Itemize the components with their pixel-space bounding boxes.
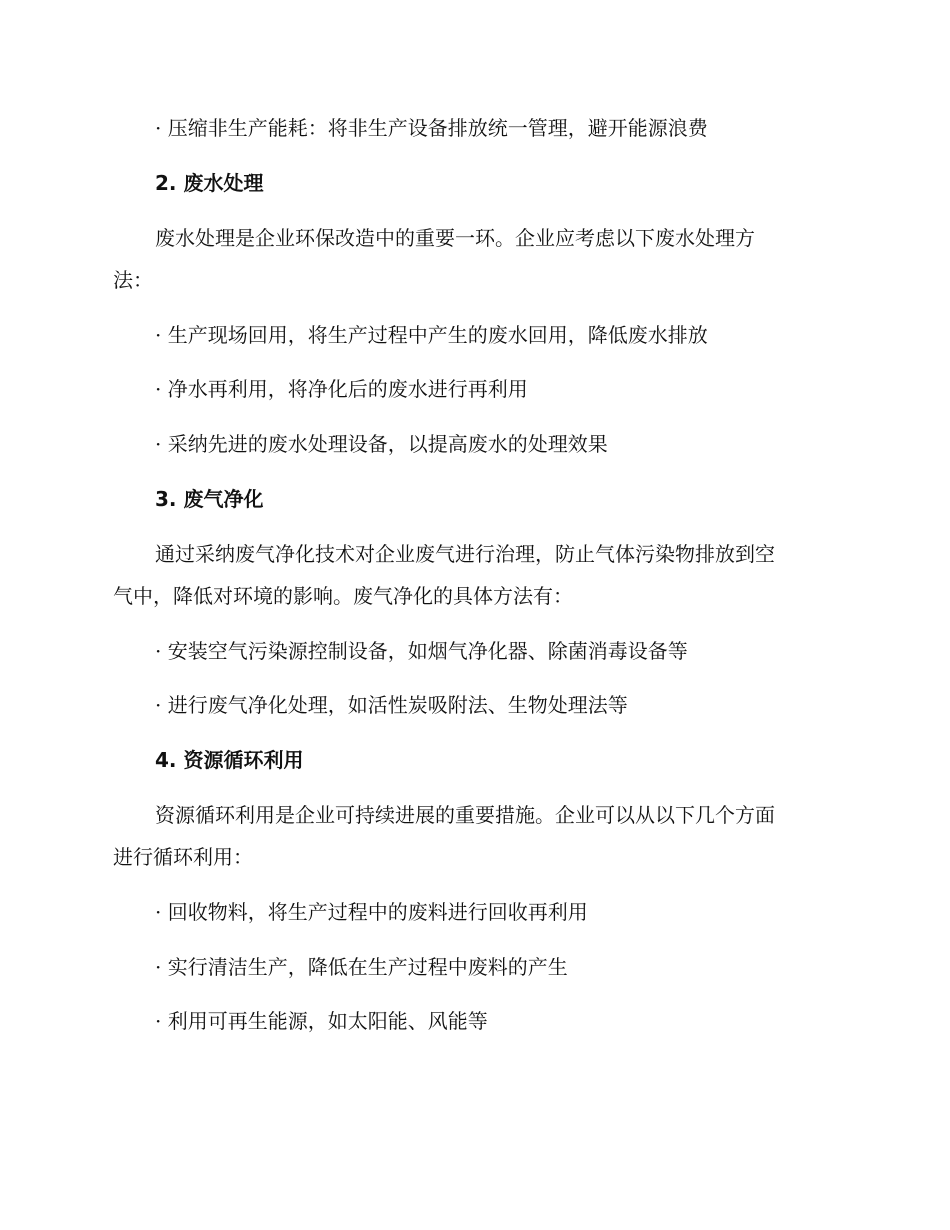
list-item: · 利用可再生能源，如太阳能、风能等 (155, 1009, 488, 1033)
paragraph-line: 通过采纳废气净化技术对企业废气进行治理，防止气体污染物排放到空 (155, 542, 775, 566)
paragraph-line: 进行循环利用： (113, 845, 253, 869)
paragraph-line: 法： (113, 268, 153, 292)
section-heading-wastewater: 2. 废水处理 (155, 171, 264, 195)
list-item: · 实行清洁生产，降低在生产过程中废料的产生 (155, 955, 568, 979)
paragraph-line: 废水处理是企业环保改造中的重要一环。企业应考虑以下废水处理方 (155, 226, 755, 250)
paragraph-line: 气中，降低对环境的影响。废气净化的具体方法有： (113, 584, 573, 608)
paragraph-line: 资源循环利用是企业可持续进展的重要措施。企业可以从以下几个方面 (155, 803, 775, 827)
list-item: · 采纳先进的废水处理设备，以提高废水的处理效果 (155, 432, 608, 456)
list-item: · 安装空气污染源控制设备，如烟气净化器、除菌消毒设备等 (155, 639, 688, 663)
list-item: · 回收物料，将生产过程中的废料进行回收再利用 (155, 900, 588, 924)
section-heading-exhaust: 3. 废气净化 (155, 487, 264, 511)
list-item: · 生产现场回用，将生产过程中产生的废水回用，降低废水排放 (155, 323, 708, 347)
section-heading-recycling: 4. 资源循环利用 (155, 748, 304, 772)
list-item: · 进行废气净化处理，如活性炭吸附法、生物处理法等 (155, 693, 628, 717)
list-item: · 净水再利用，将净化后的废水进行再利用 (155, 377, 528, 401)
list-item: · 压缩非生产能耗：将非生产设备排放统一管理，避开能源浪费 (155, 116, 708, 140)
